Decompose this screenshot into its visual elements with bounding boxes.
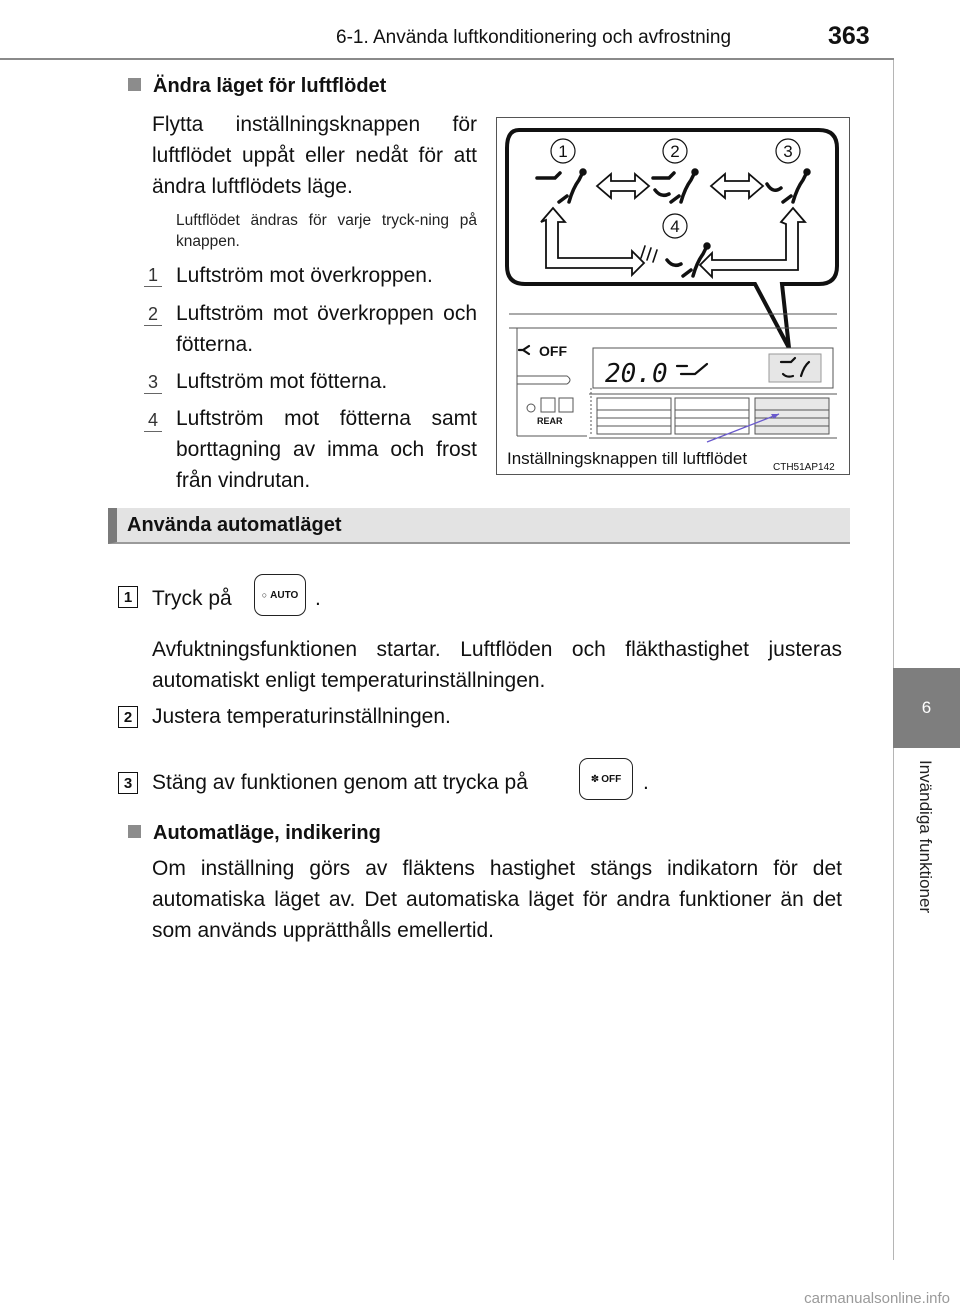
square-bullet-icon <box>128 78 141 91</box>
indicator-text: Om inställning görs av fläktens hastighet stängs indikatorn för det automatiska läget av. Det automatiska läget för andra funktioner än det som används upprätthålls emellertid. <box>152 857 842 942</box>
chapter-title: 6-1. Använda luftkonditionering och avfrostning <box>336 27 732 48</box>
callout-number: 2 <box>670 142 680 161</box>
step-number: 1 <box>118 586 138 608</box>
watermark: carmanualsonline.info <box>804 1290 950 1307</box>
list-item: Luftström mot överkroppen och fötterna. <box>176 302 477 356</box>
callout-number: 4 <box>670 217 680 236</box>
temp-display: 20.0 <box>605 359 668 389</box>
section-header: Använda automatläget <box>108 508 850 544</box>
header-rule <box>0 58 894 60</box>
step-text: Justera temperaturinställningen. <box>152 705 451 728</box>
fan-off-button[interactable]: ✽ OFF <box>579 758 633 800</box>
fan-off-label: OFF <box>539 343 567 359</box>
list-number: 3 <box>144 372 162 394</box>
page-number: 363 <box>828 22 870 50</box>
step-number: 2 <box>118 706 138 728</box>
list-item: Luftström mot överkroppen. <box>176 264 433 287</box>
step-number: 3 <box>118 772 138 794</box>
step-text: Tryck på <box>152 587 232 610</box>
chapter-tab-number[interactable]: 6 <box>893 668 960 748</box>
list-item: Luftström mot fötterna samt borttagning av imma och frost från vindrutan. <box>176 407 477 492</box>
callout-number: 1 <box>558 142 568 161</box>
step-description: Avfuktningsfunktionen startar. Luftflöden och fläkthastighet justeras automatiskt enligt temperaturinställningen. <box>152 638 842 692</box>
step-text-end: . <box>643 771 649 794</box>
list-number: 2 <box>144 304 162 326</box>
indicator-heading: Automatläge, indikering <box>128 822 381 845</box>
airflow-diagram <box>497 118 851 476</box>
airflow-heading: Ändra läget för luftflödet <box>128 75 386 98</box>
step-text: Stäng av funktionen genom att trycka på <box>152 771 528 794</box>
airflow-note: Luftflödet ändras för varje tryck-ning på knappen. <box>176 212 477 250</box>
indicator-light-icon: ○ <box>261 590 268 600</box>
rear-label: REAR <box>537 416 563 426</box>
step-text-end: . <box>315 587 321 610</box>
list-number: 4 <box>144 410 162 432</box>
list-number: 1 <box>144 265 162 287</box>
chapter-tab-label: Invändiga funktioner <box>916 760 935 914</box>
square-bullet-icon <box>128 825 141 838</box>
auto-button[interactable]: ○ AUTO <box>254 574 306 616</box>
airflow-intro: Flytta inställningsknappen för luftflödet uppåt eller nedåt för att ändra luftflödets läge. <box>152 113 477 198</box>
tab-border <box>893 60 894 1260</box>
callout-number: 3 <box>783 142 793 161</box>
figure-code: CTH51AP142 <box>773 462 835 473</box>
fan-icon: ✽ <box>590 773 600 785</box>
figure-caption: Inställningsknappen till luftflödet <box>507 449 748 468</box>
list-item: Luftström mot fötterna. <box>176 370 388 393</box>
fan-icon <box>519 346 529 354</box>
airflow-figure <box>496 117 850 475</box>
